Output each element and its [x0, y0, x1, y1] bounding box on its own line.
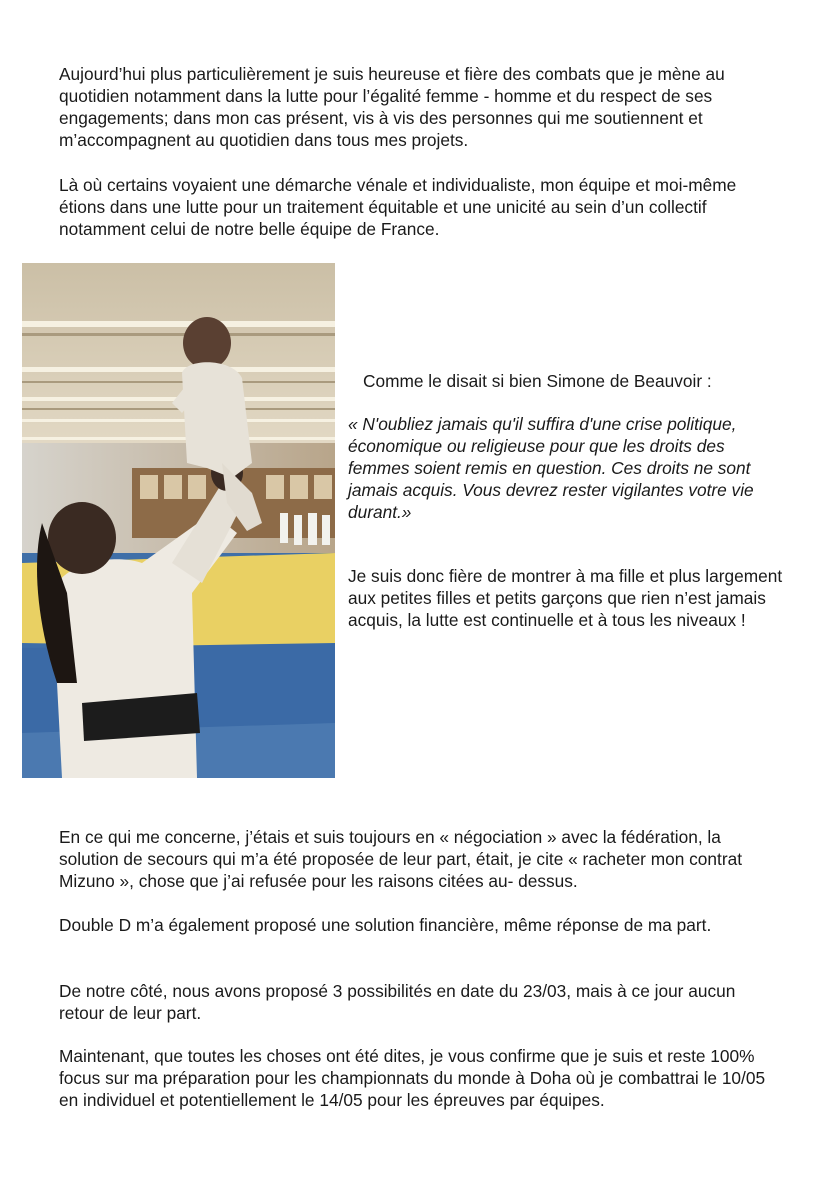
quote-text: « N'oubliez jamais qu'il suffira d'une crise politique, économique ou religieuse pour que les droits des femmes soient remis en question. Ces droits ne sont jamais acquis. Vous devrez rester vigilantes votre vie durant.»: [348, 414, 754, 522]
paragraph-pride: Je suis donc fière de montrer à ma fille et plus largement aux petites filles et petits garçons que rien n’est jamais acquis, la lutte est continuelle et à tous les niveaux !: [348, 566, 783, 630]
quote-intro: Comme le disait si bien Simone de Beauvoir :: [363, 371, 712, 391]
paragraph-proposals: De notre côté, nous avons proposé 3 possibilités en date du 23/03, mais à ce jour aucun retour de leur part.: [59, 981, 736, 1023]
paragraph-struggle: Là où certains voyaient une démarche vénale et individualiste, mon équipe et moi-même étions dans une lutte pour un traitement équitable et une unicité au sein d’un collectif notamment celui de notre belle équipe de France.: [59, 175, 737, 239]
paragraph-double-d: Double D m’a également proposé une solution financière, même réponse de ma part.: [59, 915, 712, 935]
paragraph-negotiation: En ce qui me concerne, j’étais et suis toujours en « négociation » avec la fédération, la solution de secours qui m’a été proposée de leur part, était, je cite « racheter mon contrat Mizuno », chose que j’ai refusée pour les raisons citées au- dessus.: [59, 827, 742, 891]
paragraph-focus: Maintenant, que toutes les choses ont été dites, je vous confirme que je suis et reste 100% focus sur ma préparation pour les championnats du monde à Doha où je combattrai le 10/05 en individuel et potentiellement le 14/05 pour les épreuves par équipes.: [59, 1046, 766, 1110]
paragraph-intro: Aujourd’hui plus particulièrement je suis heureuse et fière des combats que je mène au quotidien notamment dans la lutte pour l’égalité femme - homme et du respect de ses engagements; dans mon cas présent, vis à vis des personnes qui me soutiennent et m’accompagnent au quotidien dans tous mes projets.: [59, 64, 725, 150]
photo-judoka-lifting-baby: [22, 263, 335, 778]
